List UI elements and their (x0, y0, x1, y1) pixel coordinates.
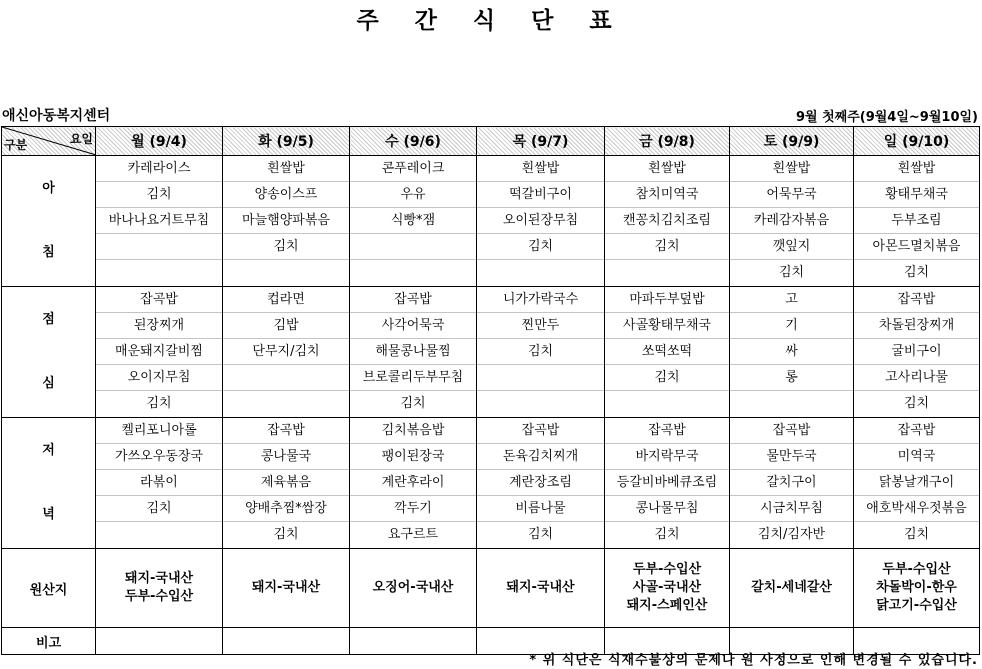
menu-item: 굴비구이 (854, 339, 979, 365)
menu-item: 사각어묵국 (350, 313, 476, 339)
meal-label (2, 287, 96, 418)
note-label: 비고 (2, 628, 96, 655)
meal-label (2, 156, 96, 287)
menu-cell (730, 418, 854, 549)
menu-cell (605, 418, 730, 549)
menu-item: 콩나물국 (223, 444, 349, 470)
menu-cell (350, 418, 477, 549)
menu-item (96, 522, 222, 548)
menu-item: 돈육김치찌개 (477, 444, 604, 470)
menu-item: 흰쌀밥 (477, 156, 604, 182)
menu-item: 잡곡밥 (350, 287, 476, 313)
note-cell (350, 628, 477, 655)
menu-item: 애호박새우젓볶음 (854, 496, 979, 522)
menu-item: 우유 (350, 182, 476, 208)
origin-cell (730, 549, 854, 628)
menu-item: 카레감자볶음 (730, 208, 853, 234)
menu-item: 캔꽁치김치조림 (605, 208, 729, 234)
meal-label-top: 아 (42, 181, 55, 196)
menu-item: 요구르트 (387, 527, 439, 542)
menu-item (223, 391, 349, 417)
day-header: 월 (9/4) (96, 127, 223, 156)
menu-item: 고사리나물 (854, 365, 979, 391)
menu-item: 김치 (605, 365, 729, 391)
menu-item (605, 260, 729, 286)
menu-item: 시금치무침 (730, 496, 853, 522)
menu-item: 쏘떡쏘떡 (605, 339, 729, 365)
menu-item: 김치 (146, 396, 172, 411)
menu-item: 마파두부덮밥 (605, 287, 729, 313)
menu-item: 계란후라이 (350, 470, 476, 496)
menu-cell (730, 156, 854, 287)
menu-item: 켈리포니아롤 (96, 418, 222, 444)
menu-item: 잡곡밥 (477, 418, 604, 444)
menu-item: 양송이스프 (223, 182, 349, 208)
menu-cell (605, 156, 730, 287)
menu-item: 잡곡밥 (605, 418, 729, 444)
menu-item: 김치 (654, 527, 680, 542)
meal-label-bottom: 녁 (42, 507, 55, 522)
menu-item: 잡곡밥 (854, 418, 979, 444)
menu-item: 카레라이스 (96, 156, 222, 182)
menu-item: 잡곡밥 (730, 418, 853, 444)
menu-cell (223, 156, 350, 287)
menu-item: 김치/김자반 (757, 527, 826, 542)
center-name: 애신아동복지센터 (2, 108, 111, 124)
menu-cell (477, 156, 605, 287)
header-row (2, 127, 980, 156)
corner-cell (2, 127, 96, 156)
menu-item: 가쓰오우동장국 (96, 444, 222, 470)
menu-item: 닭봉날개구이 (854, 470, 979, 496)
menu-item (477, 391, 604, 417)
menu-item: 김치볶음밥 (350, 418, 476, 444)
menu-item: 깻잎지 (730, 234, 853, 260)
page-title: 주 간 식 단 표 (356, 8, 626, 34)
origin-line: 돼지-국내산 (251, 580, 321, 595)
origin-cell (350, 549, 477, 628)
day-header: 화 (9/5) (223, 127, 350, 156)
origin-line: 갈치-세네갈산 (751, 580, 832, 595)
menu-item: 흰쌀밥 (854, 156, 979, 182)
menu-item: 매운돼지갈비찜 (96, 339, 222, 365)
menu-item: 롱 (730, 365, 853, 391)
menu-cell (350, 287, 477, 418)
menu-cell (96, 287, 223, 418)
menu-cell (223, 418, 350, 549)
menu-cell (854, 418, 980, 549)
menu-item: 된장찌개 (96, 313, 222, 339)
meal-label-top: 점 (42, 312, 55, 327)
menu-item (96, 234, 222, 260)
gubun-label: 구분 (4, 138, 28, 152)
menu-cell (477, 418, 605, 549)
origin-cell (223, 549, 350, 628)
menu-item: 황태무채국 (854, 182, 979, 208)
origin-line: 돼지-국내산 (506, 580, 575, 595)
origin-label: 원산지 (2, 549, 96, 628)
menu-item: 니가가락국수 (477, 287, 604, 313)
origin-line: 두부-수입산 (882, 562, 951, 577)
menu-cell (96, 418, 223, 549)
menu-cell (223, 287, 350, 418)
menu-item: 싸 (730, 339, 853, 365)
menu-item: 떡갈비구이 (477, 182, 604, 208)
menu-item: 잡곡밥 (223, 418, 349, 444)
menu-item: 콩나물무침 (605, 496, 729, 522)
menu-item: 흰쌀밥 (730, 156, 853, 182)
menu-item: 깍두기 (350, 496, 476, 522)
menu-item: 물만두국 (730, 444, 853, 470)
menu-item: 김치 (903, 265, 930, 280)
meal-row (2, 287, 980, 418)
origin-line: 돼지-국내산 (124, 571, 194, 586)
menu-item: 계란장조림 (477, 470, 604, 496)
origin-line: 돼지-스페인산 (626, 598, 708, 613)
menu-item (96, 260, 222, 286)
origin-cell (96, 549, 223, 628)
menu-item: 잡곡밥 (854, 287, 979, 313)
menu-item: 식빵*잼 (350, 208, 476, 234)
menu-cell (854, 156, 980, 287)
origin-line: 두부-수입산 (124, 589, 194, 604)
menu-item: 아몬드멸치볶음 (854, 234, 979, 260)
day-header: 금 (9/8) (605, 127, 730, 156)
menu-item: 김치 (527, 527, 554, 542)
menu-item: 김치 (903, 396, 930, 411)
menu-item: 콘푸레이크 (350, 156, 476, 182)
menu-item: 흰쌀밥 (605, 156, 729, 182)
origin-cell (477, 549, 605, 628)
day-header: 토 (9/9) (730, 127, 854, 156)
menu-item: 마늘햄양파볶음 (223, 208, 349, 234)
menu-item (350, 260, 476, 286)
menu-item: 김치 (96, 182, 222, 208)
menu-item: 갈치구이 (730, 470, 853, 496)
menu-item: 고 (730, 287, 853, 313)
menu-item: 비름나물 (477, 496, 604, 522)
menu-item: 제육볶음 (223, 470, 349, 496)
menu-item (477, 260, 604, 286)
menu-item: 사골황태무채국 (605, 313, 729, 339)
menu-cell (96, 156, 223, 287)
day-header: 일 (9/10) (854, 127, 980, 156)
menu-item: 김치 (778, 265, 805, 280)
menu-item: 잡곡밥 (96, 287, 222, 313)
menu-item: 오이된장무침 (477, 208, 604, 234)
origin-line: 오징어-국내산 (372, 580, 454, 595)
menu-item (223, 365, 349, 391)
menu-item: 해물콩나물찜 (350, 339, 476, 365)
menu-cell (605, 287, 730, 418)
menu-cell (350, 156, 477, 287)
menu-cell (730, 287, 854, 418)
origin-line: 사골-국내산 (632, 580, 702, 595)
menu-item: 두부조림 (854, 208, 979, 234)
menu-item: 어묵무국 (730, 182, 853, 208)
meal-label (2, 418, 96, 549)
day-header: 목 (9/7) (477, 127, 605, 156)
meal-row (2, 156, 980, 287)
origin-line: 닭고기-수입산 (876, 598, 957, 613)
menu-item (730, 391, 853, 417)
menu-item: 바나나요거트무침 (96, 208, 222, 234)
menu-item: 팽이된장국 (350, 444, 476, 470)
menu-item (223, 260, 349, 286)
menu-cell (854, 287, 980, 418)
menu-item: 김치 (400, 396, 426, 411)
menu-item (477, 365, 604, 391)
menu-item: 김치 (96, 496, 222, 522)
yoil-label: 요일 (69, 132, 93, 146)
menu-item: 차돌된장찌개 (854, 313, 979, 339)
menu-item: 참치미역국 (605, 182, 729, 208)
origin-cell (605, 549, 730, 628)
menu-item: 김치 (605, 234, 729, 260)
menu-item: 김치 (903, 527, 930, 542)
menu-item: 김치 (223, 234, 349, 260)
origin-line: 차돌박이-한우 (876, 580, 957, 595)
menu-item: 오이지무침 (96, 365, 222, 391)
menu-item: 김치 (477, 234, 604, 260)
meal-label-bottom: 침 (42, 245, 55, 260)
menu-cell (477, 287, 605, 418)
meal-label-top: 저 (42, 443, 55, 458)
menu-item: 양배추찜*쌈장 (223, 496, 349, 522)
menu-item: 김치 (477, 339, 604, 365)
meal-row (2, 418, 980, 549)
note-cell (223, 628, 350, 655)
menu-item: 바지락무국 (605, 444, 729, 470)
menu-item: 기 (730, 313, 853, 339)
menu-item: 브로콜리두부무침 (350, 365, 476, 391)
menu-item (605, 391, 729, 417)
meal-label-bottom: 심 (42, 376, 55, 391)
origin-row (2, 549, 980, 628)
note-cell (96, 628, 223, 655)
menu-item: 컵라면 (223, 287, 349, 313)
menu-item: 미역국 (854, 444, 979, 470)
weekly-menu-table (1, 126, 980, 655)
menu-item: 흰쌀밥 (223, 156, 349, 182)
menu-item (350, 234, 476, 260)
day-header: 수 (9/6) (350, 127, 477, 156)
menu-item: 등갈비바베큐조림 (605, 470, 729, 496)
menu-item: 단무지/김치 (223, 339, 349, 365)
menu-item: 김밥 (223, 313, 349, 339)
origin-line: 두부-수입산 (632, 562, 702, 577)
menu-item: 라볶이 (96, 470, 222, 496)
menu-item: 찐만두 (477, 313, 604, 339)
menu-item: 김치 (273, 527, 299, 542)
origin-cell (854, 549, 980, 628)
footnote: * 위 식단은 식재수불상의 문제나 원 사정으로 인해 변경될 수 있습니다. (529, 653, 978, 668)
week-label: 9월 첫째주(9월4일~9월10일) (795, 110, 978, 125)
